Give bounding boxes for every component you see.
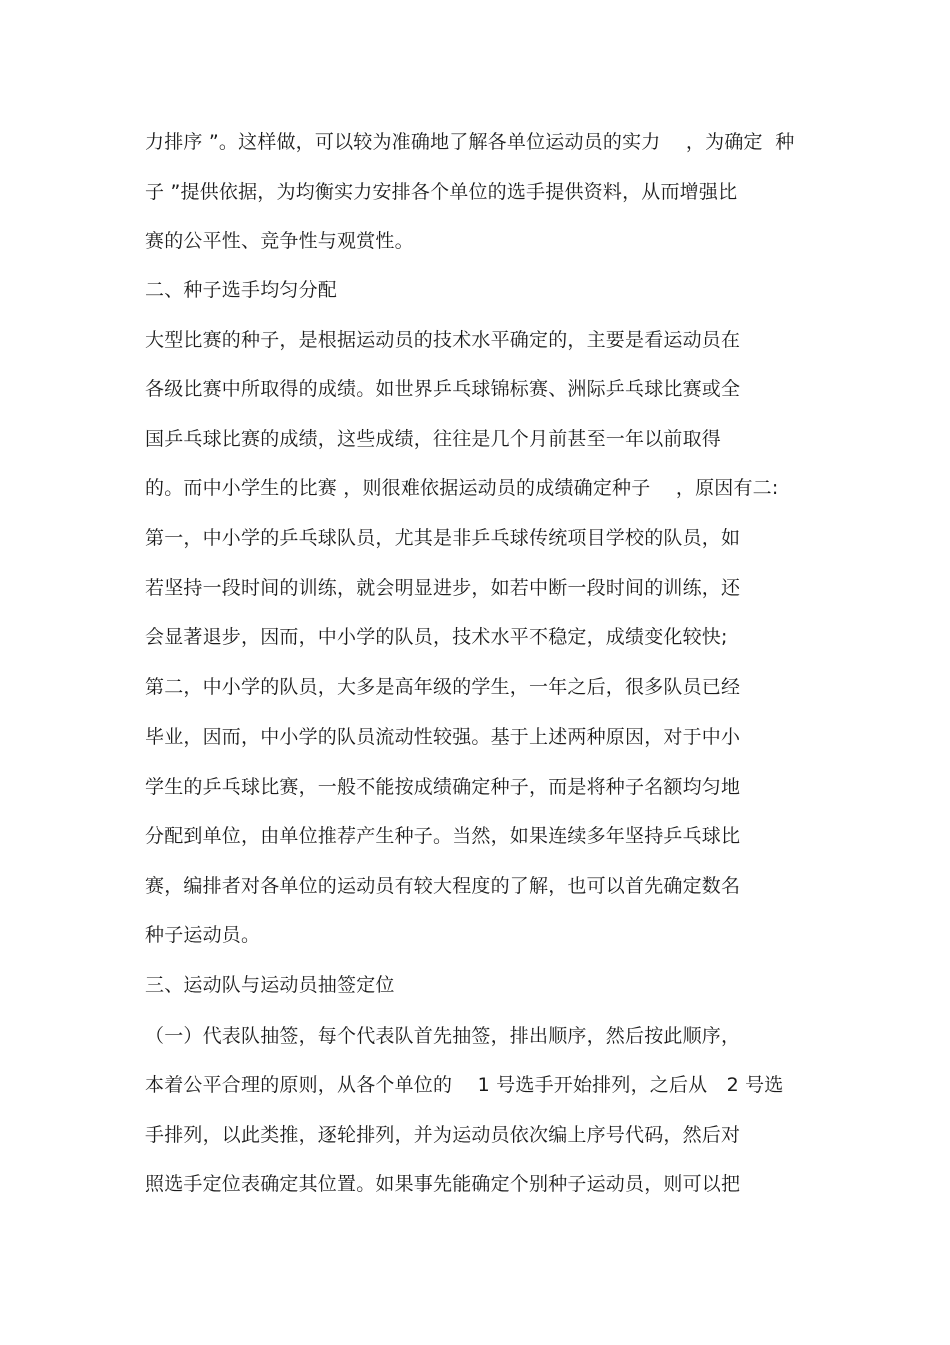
text-line: 照选手定位表确定其位置。如果事先能确定个别种子运动员，则可以把 [145,1173,741,1195]
text-line: 大型比赛的种子，是根据运动员的技术水平确定的，主要是看运动员在 [145,329,741,351]
text-line: 赛，编排者对各单位的运动员有较大程度的了解，也可以首先确定数名 [145,875,741,897]
text-line: 的。而中小学生的比赛 ，则很难依据运动员的成绩确定种子 ，原因有二: [145,477,779,499]
text-line: 力排序 ”。这样做，可以较为准确地了解各单位运动员的实力 ，为确定 种 [145,131,795,153]
text-line: 分配到单位，由单位推荐产生种子。当然，如果连续多年坚持乒乓球比 [145,825,741,847]
text-line: 会显著退步，因而，中小学的队员，技术水平不稳定，成绩变化较快; [145,626,728,648]
text-line: 毕业，因而，中小学的队员流动性较强。基于上述两种原因，对于中小 [145,726,741,748]
text-line: 子 ”提供依据，为均衡实力安排各个单位的选手提供资料，从而增强比 [145,181,738,203]
section-heading: 二、种子选手均匀分配 [145,279,338,301]
text-line: 赛的公平性、竞争性与观赏性。 [145,230,414,252]
text-line: 手排列，以此类推，逐轮排列，并为运动员依次编上序号代码，然后对 [145,1124,741,1146]
text-line: 第一，中小学的乒乓球队员，尤其是非乒乓球传统项目学校的队员，如 [145,527,741,549]
text-line: 若坚持一段时间的训练，就会明显进步，如若中断一段时间的训练，还 [145,577,741,599]
text-line: 种子运动员。 [145,924,261,946]
text-line: 国乒乓球比赛的成绩，这些成绩，往往是几个月前甚至一年以前取得 [145,428,722,450]
text-line: （一）代表队抽签，每个代表队首先抽签，排出顺序，然后按此顺序， [145,1025,741,1047]
section-heading: 三、运动队与运动员抽签定位 [145,974,395,996]
text-line: 学生的乒乓球比赛，一般不能按成绩确定种子，而是将种子名额均匀地 [145,776,741,798]
text-line: 各级比赛中所取得的成绩。如世界乒乓球锦标赛、洲际乒乓球比赛或全 [145,378,741,400]
text-line: 本着公平合理的原则，从各个单位的 1 号选手开始排列，之后从 2 号选 [145,1074,784,1096]
text-line: 第二，中小学的队员，大多是高年级的学生，一年之后，很多队员已经 [145,676,741,698]
